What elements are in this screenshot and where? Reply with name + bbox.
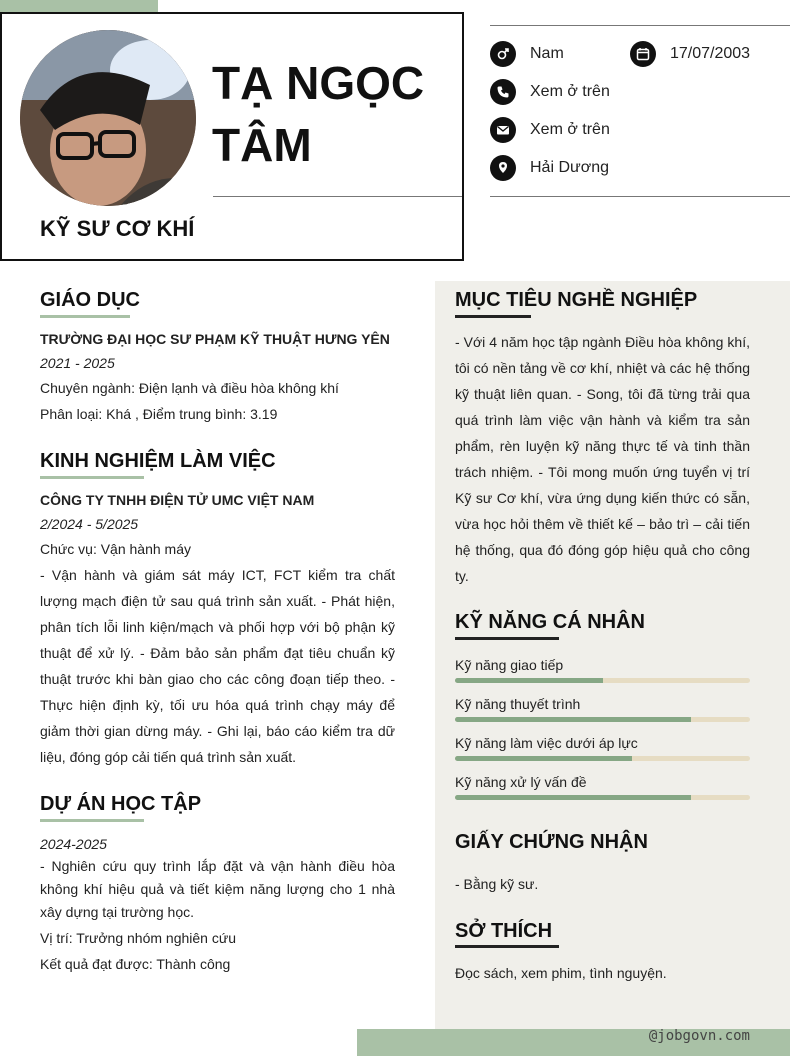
gender-value: Nam	[530, 45, 564, 62]
section-underline	[40, 476, 144, 479]
section-underline	[455, 945, 559, 948]
contact-email	[490, 117, 610, 143]
hobbies-text: Đọc sách, xem phim, tình nguyện.	[455, 965, 667, 981]
gender-icon	[490, 41, 516, 67]
contact-divider-bottom	[490, 196, 790, 197]
skill-label: Kỹ năng xử lý vấn đề	[455, 774, 587, 790]
email-value: Xem ở trên	[530, 121, 610, 138]
phone-icon	[490, 79, 516, 105]
contact-divider-top	[490, 25, 790, 26]
project-role: Vị trí: Trưởng nhóm nghiên cứu	[40, 930, 237, 946]
experience-company: CÔNG TY TNHH ĐIỆN TỬ UMC VIỆT NAM	[40, 492, 315, 508]
calendar-icon	[630, 41, 656, 67]
experience-position: Chức vụ: Vận hành máy	[40, 541, 192, 557]
certificates-text: - Bằng kỹ sư.	[455, 876, 539, 892]
education-grade: Phân loại: Khá , Điểm trung bình: 3.19	[40, 406, 278, 422]
education-period: 2021 - 2025	[40, 355, 115, 371]
skill-label: Kỹ năng thuyết trình	[455, 696, 581, 712]
education-school: TRƯỜNG ĐẠI HỌC SƯ PHẠM KỸ THUẬT HƯNG YÊN	[40, 331, 390, 347]
section-title-objective: MỤC TIÊU NGHỀ NGHIỆP	[455, 289, 698, 311]
section-underline	[40, 819, 144, 822]
footer-watermark: @jobgovn.com	[648, 1028, 750, 1044]
location-pin-icon	[490, 155, 516, 181]
objective-text: - Với 4 năm học tập ngành Điều hòa không khí, tôi có nền tảng về cơ khí, nhiệt và các hệ thống kỹ thuật liên quan. - Song, tôi đã từng trải qua quá trình làm việc vận hành và kiểm tra sản phẩm, rèn luyện kỹ năng thực tế và tinh thần trách nhiệm. - Tôi mong muốn ứng tuyển vị trí Kỹ sư Cơ khí, vừa ứng dụng kiến thức có sẵn, vừa học hỏi thêm về thiết kế – bảo trì – cải tiến hệ thống, qua đó đóng góp hiệu quả cho công ty.	[455, 334, 750, 584]
header-divider	[213, 196, 462, 197]
skill-bar	[455, 756, 750, 761]
phone-value: Xem ở trên	[530, 83, 610, 100]
skill-bar-fill	[455, 678, 603, 683]
project-description: - Nghiên cứu quy trình lắp đặt và vận hành điều hòa không khí hiệu quả và tiết kiệm năng lượng cho 1 nhà xây dựng tại trường học.	[40, 858, 395, 920]
experience-description: - Vận hành và giám sát máy ICT, FCT kiểm tra chất lượng mạch điện tử sau quá trình sản xuất. - Phát hiện, phân tích lỗi linh kiện/mạch và phối hợp với bộ phận kỹ thuật để xử lý. - Đảm bảo sản phẩm đạt tiêu chuẩn kỹ thuật trước khi bàn giao cho các công đoạn tiếp theo. - Thực hiện định kỳ, tối ưu hóa quá trình chạy máy để giảm thời gian dừng máy. - Ghi lại, báo cáo kiểm tra dữ liệu, đóng góp cải tiến quá trình sản xuất.	[40, 567, 395, 765]
job-title: KỸ SƯ CƠ KHÍ	[40, 216, 195, 241]
skill-bar-fill	[455, 756, 632, 761]
candidate-name: TẠ NGỌC TÂM	[212, 57, 425, 171]
section-title-hobbies: SỞ THÍCH	[455, 920, 553, 942]
skill-label: Kỹ năng làm việc dưới áp lực	[455, 735, 638, 751]
contact-birthdate	[630, 41, 750, 67]
contact-gender	[490, 41, 564, 67]
skill-bar	[455, 717, 750, 722]
experience-period: 2/2024 - 5/2025	[40, 516, 139, 532]
section-underline	[40, 315, 130, 318]
address-value: Hải Dương	[530, 159, 610, 176]
birthdate-value: 17/07/2003	[670, 45, 751, 62]
section-title-education: GIÁO DỤC	[40, 289, 140, 311]
email-icon	[490, 117, 516, 143]
avatar	[20, 30, 196, 206]
section-underline	[455, 315, 531, 318]
skill-bar	[455, 678, 750, 683]
section-title-projects: DỰ ÁN HỌC TẬP	[40, 793, 202, 815]
skill-bar	[455, 795, 750, 800]
skill-bar-fill	[455, 717, 691, 722]
contact-address	[490, 155, 609, 181]
section-title-certificates: GIẤY CHỨNG NHẬN	[455, 831, 648, 853]
section-title-skills: KỸ NĂNG CÁ NHÂN	[455, 611, 645, 633]
section-title-experience: KINH NGHIỆM LÀM VIỆC	[40, 450, 276, 472]
skill-label: Kỹ năng giao tiếp	[455, 657, 564, 673]
contact-phone	[490, 79, 610, 105]
project-period: 2024-2025	[40, 836, 107, 852]
education-major: Chuyên ngành: Điện lạnh và điều hòa không khí	[40, 380, 339, 396]
skill-bar-fill	[455, 795, 691, 800]
project-result: Kết quả đạt được: Thành công	[40, 956, 231, 972]
section-underline	[455, 637, 559, 640]
